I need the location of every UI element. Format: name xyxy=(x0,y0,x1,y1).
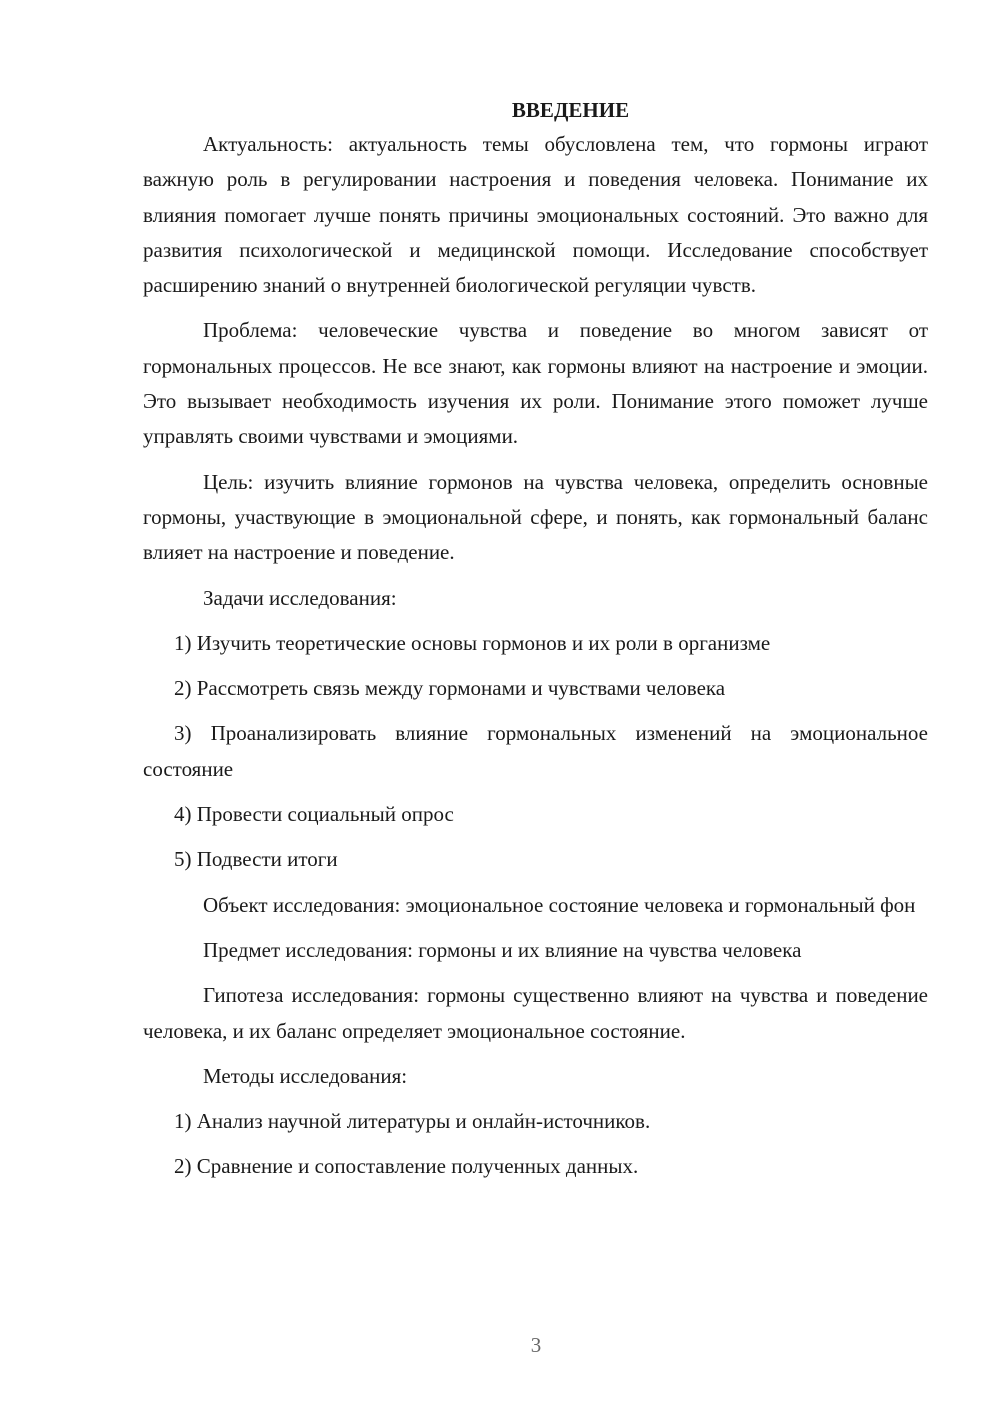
method-item-1: 1) Анализ научной литературы и онлайн-источников. xyxy=(174,1109,651,1134)
task-item-5: 5) Подвести итоги xyxy=(174,847,338,872)
task-item-1: 1) Изучить теоретические основы гормонов и их роли в организме xyxy=(174,630,771,655)
methods-heading: Методы исследования: xyxy=(203,1063,408,1088)
problem-paragraph: Проблема: человеческие чувства и поведение во многом зависят от гормональных процессов. Не все знают, как гормоны влияют на настроение и эмоции. Это вызывает необходимость изучения их роли. Понимание этого поможет лучше управлять своими чувствами и эмоциями. xyxy=(143,318,928,449)
task-item-4: 4) Провести социальный опрос xyxy=(174,802,454,827)
task-item-2: 2) Рассмотреть связь между гормонами и чувствами человека xyxy=(174,676,726,701)
task-item-3: 3) Проанализировать влияние гормональных изменений на эмоциональное состояние xyxy=(143,721,928,781)
method-item-2: 2) Сравнение и сопоставление полученных данных. xyxy=(174,1154,639,1179)
goal-paragraph: Цель: изучить влияние гормонов на чувства человека, определить основные гормоны, участвующие в эмоциональной сфере, и понять, как гормональный баланс влияет на настроение и поведение. xyxy=(143,469,928,565)
document-page xyxy=(143,94,928,1195)
hypothesis-paragraph: Гипотеза исследования: гормоны существенно влияют на чувства и поведение человека, и их баланс определяет эмоциональное состояние. xyxy=(143,983,928,1043)
object-paragraph: Объект исследования: эмоциональное состояние человека и гормональный фон xyxy=(203,892,916,917)
section-title: ВВЕДЕНИЕ xyxy=(511,98,630,122)
relevance-paragraph: Актуальность: актуальность темы обусловлена тем, что гормоны играют важную роль в регулировании настроения и поведения человека. Понимание их влияния помогает лучше понять причины эмоциональных состояний. Это важно для развития психологической и медицинской помощи. Исследование способствует расширению знаний о внутренней биологической регуляции чувств. xyxy=(143,132,928,298)
page-number: 3 xyxy=(530,1333,542,1357)
tasks-heading: Задачи исследования: xyxy=(203,585,397,610)
subject-paragraph: Предмет исследования: гормоны и их влияние на чувства человека xyxy=(203,937,802,962)
